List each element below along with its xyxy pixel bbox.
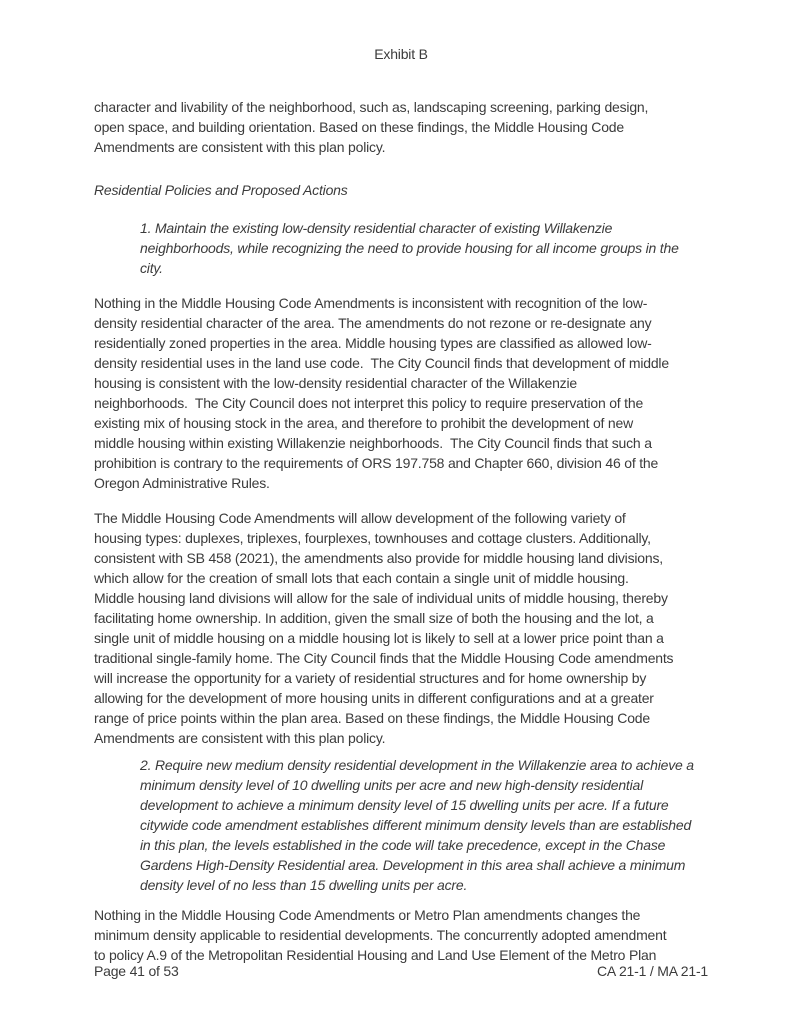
- policy-2-quote: [140, 755, 706, 895]
- text-line: Amendments are consistent with this plan policy.: [94, 139, 386, 155]
- text-line: density residential character of the area. The amendments do not rezone or re-designate any: [94, 315, 652, 331]
- text-line: consistent with SB 458 (2021), the amendments also provide for middle housing land divisions,: [94, 550, 663, 566]
- text-line: 2. Require new medium density residential development in the Willakenzie area to achieve a: [140, 757, 694, 773]
- text-line: minimum density applicable to residential developments. The concurrently adopted amendment: [94, 927, 667, 943]
- text-line: density level of no less than 15 dwelling units per acre.: [140, 877, 468, 893]
- text-line: citywide code amendment establishes different minimum density levels than are established: [140, 817, 692, 833]
- text-line: allowing for the development of more housing units in different configurations and at a greater: [94, 690, 654, 706]
- text-line: city.: [140, 260, 163, 276]
- text-line: in this plan, the levels established in the code will take precedence, except in the Chase: [140, 837, 666, 853]
- text-line: existing mix of housing stock in the area, and therefore to prohibit the development of new: [94, 415, 634, 431]
- text-line: Amendments are consistent with this plan policy.: [94, 730, 386, 746]
- text-line: neighborhoods, while recognizing the need to provide housing for all income groups in the: [140, 240, 679, 256]
- footer-page-number: Page 41 of 53: [94, 963, 179, 979]
- section-heading-text: Residential Policies and Proposed Actions: [94, 182, 348, 198]
- text-line: traditional single-family home. The City Council finds that the Middle Housing Code amendments: [94, 650, 674, 666]
- text-line: The Middle Housing Code Amendments will allow development of the following variety of: [94, 510, 626, 526]
- text-line: Oregon Administrative Rules.: [94, 475, 270, 491]
- text-line: will increase the opportunity for a variety of residential structures and for home ownership by: [94, 670, 647, 686]
- text-line: open space, and building orientation. Based on these findings, the Middle Housing Code: [94, 119, 624, 135]
- text-line: which allow for the creation of small lots that each contain a single unit of middle housing.: [94, 570, 629, 586]
- text-line: single unit of middle housing on a middle housing lot is likely to sell at a lower price point than a: [94, 630, 664, 646]
- exhibit-header: Exhibit B: [374, 46, 428, 62]
- text-line: Gardens High-Density Residential area. Development in this area shall achieve a minimum: [140, 857, 686, 873]
- paragraph-findings-policy-1: [94, 293, 708, 493]
- text-line: prohibition is contrary to the requirements of ORS 197.758 and Chapter 660, division 46 of the: [94, 455, 659, 471]
- paragraph-findings-policy-2: [94, 905, 708, 965]
- paragraph-housing-types: [94, 508, 708, 748]
- text-line: 1. Maintain the existing low-density residential character of existing Willakenzie: [140, 220, 613, 236]
- paragraph-plan-policy-conclusion: [94, 97, 708, 157]
- text-line: housing is consistent with the low-density residential character of the Willakenzie: [94, 375, 577, 391]
- text-line: density residential uses in the land use code. The City Council finds that development of middle: [94, 355, 669, 371]
- text-line: housing types: duplexes, triplexes, fourplexes, townhouses and cottage clusters. Additionally,: [94, 530, 651, 546]
- text-line: development to achieve a minimum density level of 15 dwelling units per acre. If a future: [140, 797, 669, 813]
- page-footer: [94, 961, 708, 981]
- text-line: minimum density level of 10 dwelling units per acre and new high-density residential: [140, 777, 644, 793]
- footer-case-number: CA 21-1 / MA 21-1: [597, 963, 708, 979]
- text-line: residentially zoned properties in the area. Middle housing types are classified as allowed low-: [94, 335, 652, 351]
- text-line: character and livability of the neighborhood, such as, landscaping screening, parking design,: [94, 99, 649, 115]
- section-heading: [94, 180, 708, 200]
- text-line: neighborhoods. The City Council does not interpret this policy to require preservation of the: [94, 395, 644, 411]
- text-line: Middle housing land divisions will allow for the sale of individual units of middle housing, thereby: [94, 590, 668, 606]
- text-line: Nothing in the Middle Housing Code Amendments is inconsistent with recognition of the low-: [94, 295, 648, 311]
- text-line: range of price points within the plan area. Based on these findings, the Middle Housing Code: [94, 710, 650, 726]
- policy-1-quote: [140, 218, 706, 278]
- text-line: facilitating home ownership. In addition, given the small size of both the housing and the lot, a: [94, 610, 654, 626]
- text-line: Nothing in the Middle Housing Code Amendments or Metro Plan amendments changes the: [94, 907, 641, 923]
- text-line: to policy A.9 of the Metropolitan Residential Housing and Land Use Element of the Metro Plan: [94, 947, 657, 963]
- text-line: middle housing within existing Willakenzie neighborhoods. The City Council finds that such a: [94, 435, 652, 451]
